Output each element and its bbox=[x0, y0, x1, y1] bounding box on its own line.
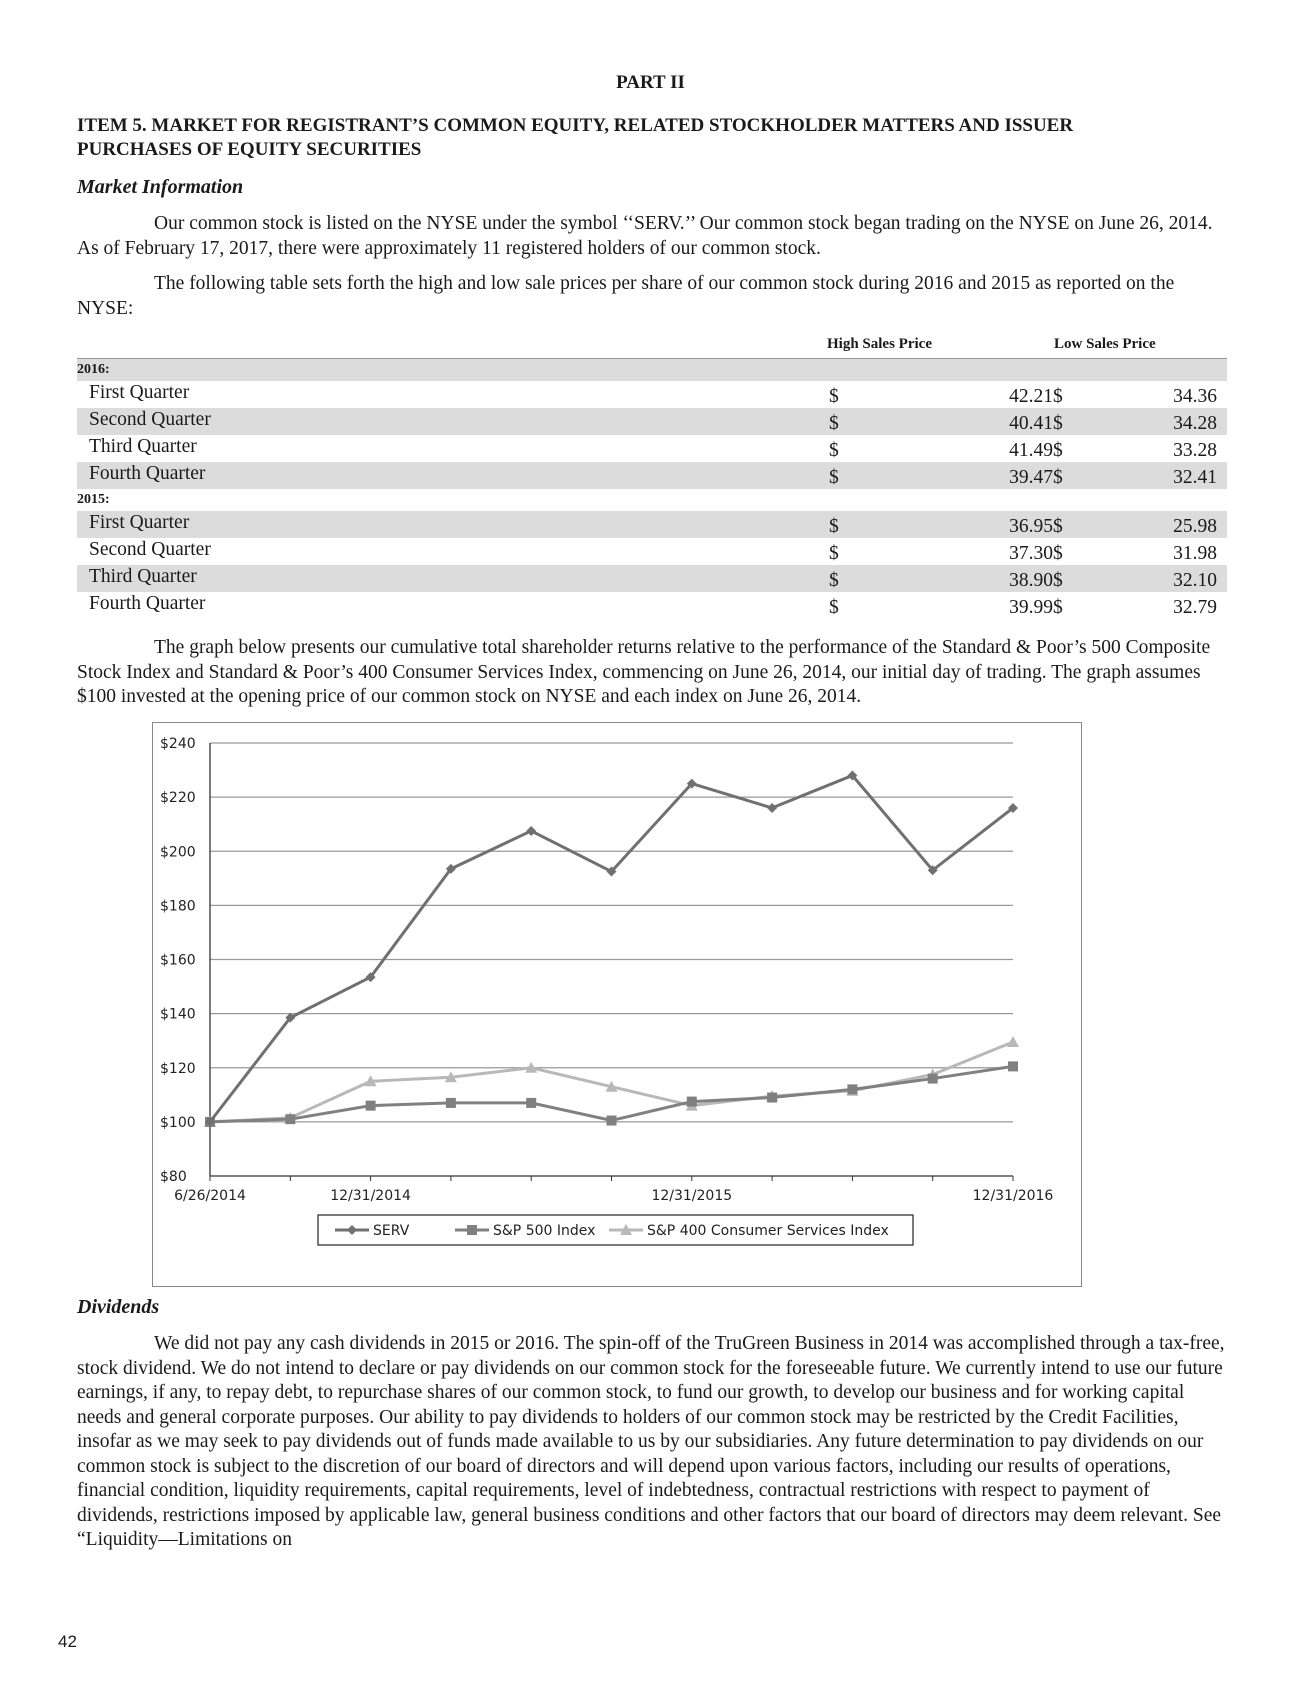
part-heading: PART II bbox=[616, 72, 685, 93]
data-point-square bbox=[526, 1098, 536, 1108]
y-tick-label: $180 bbox=[160, 898, 196, 915]
currency-symbol: $ bbox=[829, 386, 839, 407]
data-point-square bbox=[1008, 1061, 1018, 1071]
data-point-diamond bbox=[767, 803, 777, 813]
currency-symbol: $ bbox=[829, 570, 839, 591]
series-line-diamond bbox=[210, 775, 1013, 1121]
high-price: 39.99 bbox=[1009, 597, 1053, 618]
high-price: 40.41 bbox=[1009, 413, 1053, 434]
data-point-triangle bbox=[1007, 1036, 1019, 1047]
y-tick-label: $160 bbox=[160, 952, 196, 969]
dividends-paragraph: We did not pay any cash dividends in 2015 or 2016. The spin-off of the TruGreen Business in 2014 was accomplished through a tax-free, stock dividend. We do not intend to declare or pay dividends on our common stock for the foreseeable future. We currently intend to use our future earnings, if any, to repay debt, to repurchase shares of our common stock, to fund our growth, to develop our business and for working capital needs and general corporate purposes. Our ability to pay dividends to holders of our common stock may be restricted by the Credit Facilities, insofar as we may seek to pay dividends out of funds made available to us by our subsidiaries. Any future determination to pay dividends on our common stock is subject to the discretion of our board of directors and will depend upon various factors, including our results of operations, financial condition, liquidity requirements, capital requirements, level of indebtedness, contractual restrictions with respect to payment of dividends, restrictions imposed by applicable law, general business conditions and other factors that our board of directors may deem relevant. See “Liquidity—Limitations on bbox=[77, 1333, 1225, 1550]
table-row bbox=[77, 538, 1227, 565]
legend-marker bbox=[467, 1225, 477, 1235]
data-point-diamond bbox=[526, 826, 536, 836]
y-tick-label: $140 bbox=[160, 1006, 196, 1023]
data-point-square bbox=[446, 1098, 456, 1108]
table-row bbox=[77, 565, 1227, 592]
y-tick-label: $120 bbox=[160, 1060, 196, 1077]
performance-chart-svg bbox=[153, 723, 1081, 1286]
item-title-line1: ITEM 5. MARKET FOR REGISTRANT’S COMMON EQUITY, RELATED STOCKHOLDER MATTERS AND ISSUER bbox=[77, 115, 1074, 136]
x-tick-label: 12/31/2014 bbox=[330, 1188, 411, 1204]
data-point-square bbox=[366, 1101, 376, 1111]
low-price: 32.41 bbox=[1173, 467, 1217, 488]
data-point-square bbox=[607, 1116, 617, 1126]
currency-symbol: $ bbox=[1053, 467, 1063, 488]
high-price: 38.90 bbox=[1009, 570, 1053, 591]
currency-symbol: $ bbox=[1053, 516, 1063, 537]
data-point-square bbox=[285, 1114, 295, 1124]
y-tick-label: $220 bbox=[160, 790, 196, 807]
col-high-header: High Sales Price bbox=[827, 336, 932, 352]
low-price: 32.10 bbox=[1173, 570, 1217, 591]
x-tick-label: 12/31/2015 bbox=[651, 1188, 733, 1204]
currency-symbol: $ bbox=[1053, 440, 1063, 461]
price-table bbox=[77, 336, 1227, 619]
currency-symbol: $ bbox=[829, 543, 839, 564]
high-price: 41.49 bbox=[1009, 440, 1053, 461]
y-tick-label: $240 bbox=[160, 736, 196, 752]
dividends-heading: Dividends bbox=[77, 1296, 160, 1318]
quarter-label: First Quarter bbox=[89, 382, 190, 403]
table-row bbox=[77, 462, 1227, 489]
currency-symbol: $ bbox=[829, 597, 839, 618]
currency-symbol: $ bbox=[1053, 570, 1063, 591]
currency-symbol: $ bbox=[1053, 386, 1063, 407]
high-price: 37.30 bbox=[1009, 543, 1053, 564]
price-table-header bbox=[77, 336, 1227, 359]
x-tick-label: 12/31/2016 bbox=[972, 1188, 1054, 1204]
currency-symbol: $ bbox=[1053, 597, 1063, 618]
high-price: 36.95 bbox=[1009, 516, 1053, 537]
quarter-label: Second Quarter bbox=[89, 539, 211, 560]
low-price: 31.98 bbox=[1173, 543, 1217, 564]
quarter-label: Second Quarter bbox=[89, 409, 211, 430]
legend-label: SERV bbox=[373, 1223, 410, 1239]
currency-symbol: $ bbox=[1053, 413, 1063, 434]
low-price: 25.98 bbox=[1173, 516, 1217, 537]
year-label: 2016: bbox=[77, 359, 1227, 381]
currency-symbol: $ bbox=[829, 516, 839, 537]
high-price: 42.21 bbox=[1009, 386, 1053, 407]
legend-label: S&P 500 Index bbox=[493, 1223, 596, 1239]
item-title bbox=[77, 114, 1217, 162]
table-row bbox=[77, 592, 1227, 619]
low-price: 32.79 bbox=[1173, 597, 1217, 618]
table-row bbox=[77, 511, 1227, 538]
market-info-paragraph: Our common stock is listed on the NYSE under the symbol ‘‘SERV.’’ Our common stock began trading on the NYSE on June 26, 2014. As of February 17, 2017, there were approximately 11 registered holders of our common stock. bbox=[77, 213, 1213, 259]
x-tick-label: 6/26/2014 bbox=[174, 1188, 246, 1204]
currency-symbol: $ bbox=[829, 467, 839, 488]
quarter-label: First Quarter bbox=[89, 512, 190, 533]
y-tick-label: $80 bbox=[160, 1169, 187, 1185]
quarter-label: Third Quarter bbox=[89, 436, 197, 457]
year-label: 2015: bbox=[77, 492, 110, 507]
price-table-body bbox=[77, 359, 1227, 619]
quarter-label: Third Quarter bbox=[89, 566, 197, 587]
table-row bbox=[77, 381, 1227, 408]
y-tick-label: $100 bbox=[160, 1114, 196, 1131]
col-low-header: Low Sales Price bbox=[1054, 336, 1156, 352]
table-intro-paragraph: The following table sets forth the high and low sale prices per share of our common stock during 2016 and 2015 as reported on the NYSE: bbox=[77, 273, 1175, 319]
graph-intro-paragraph: The graph below presents our cumulative total shareholder returns relative to the performance of the Standard & Poor’s 500 Composite Stock Index and Standard & Poor’s 400 Consumer Services Index, commencing on June 26, 2014, our initial day of trading. The graph assumes $100 invested at the opening price of our common stock on NYSE and each index on June 26, 2014. bbox=[77, 637, 1211, 707]
low-price: 33.28 bbox=[1173, 440, 1217, 461]
data-point-square bbox=[767, 1093, 777, 1103]
data-point-square bbox=[687, 1097, 697, 1107]
currency-symbol: $ bbox=[829, 413, 839, 434]
quarter-label: Fourth Quarter bbox=[89, 593, 206, 614]
page-number: 42 bbox=[58, 1632, 77, 1651]
high-price: 39.47 bbox=[1009, 467, 1053, 488]
series-line-square bbox=[210, 1066, 1013, 1121]
currency-symbol: $ bbox=[829, 440, 839, 461]
low-price: 34.28 bbox=[1173, 413, 1217, 434]
table-row bbox=[77, 435, 1227, 462]
y-tick-label: $200 bbox=[160, 844, 196, 861]
data-point-square bbox=[847, 1084, 857, 1094]
item-title-line2: PURCHASES OF EQUITY SECURITIES bbox=[77, 139, 422, 160]
quarter-label: Fourth Quarter bbox=[89, 463, 206, 484]
legend-label: S&P 400 Consumer Services Index bbox=[647, 1223, 889, 1239]
market-info-heading: Market Information bbox=[77, 176, 244, 198]
data-point-square bbox=[928, 1074, 938, 1084]
performance-chart bbox=[152, 722, 1082, 1287]
table-row bbox=[77, 408, 1227, 435]
low-price: 34.36 bbox=[1173, 386, 1217, 407]
currency-symbol: $ bbox=[1053, 543, 1063, 564]
